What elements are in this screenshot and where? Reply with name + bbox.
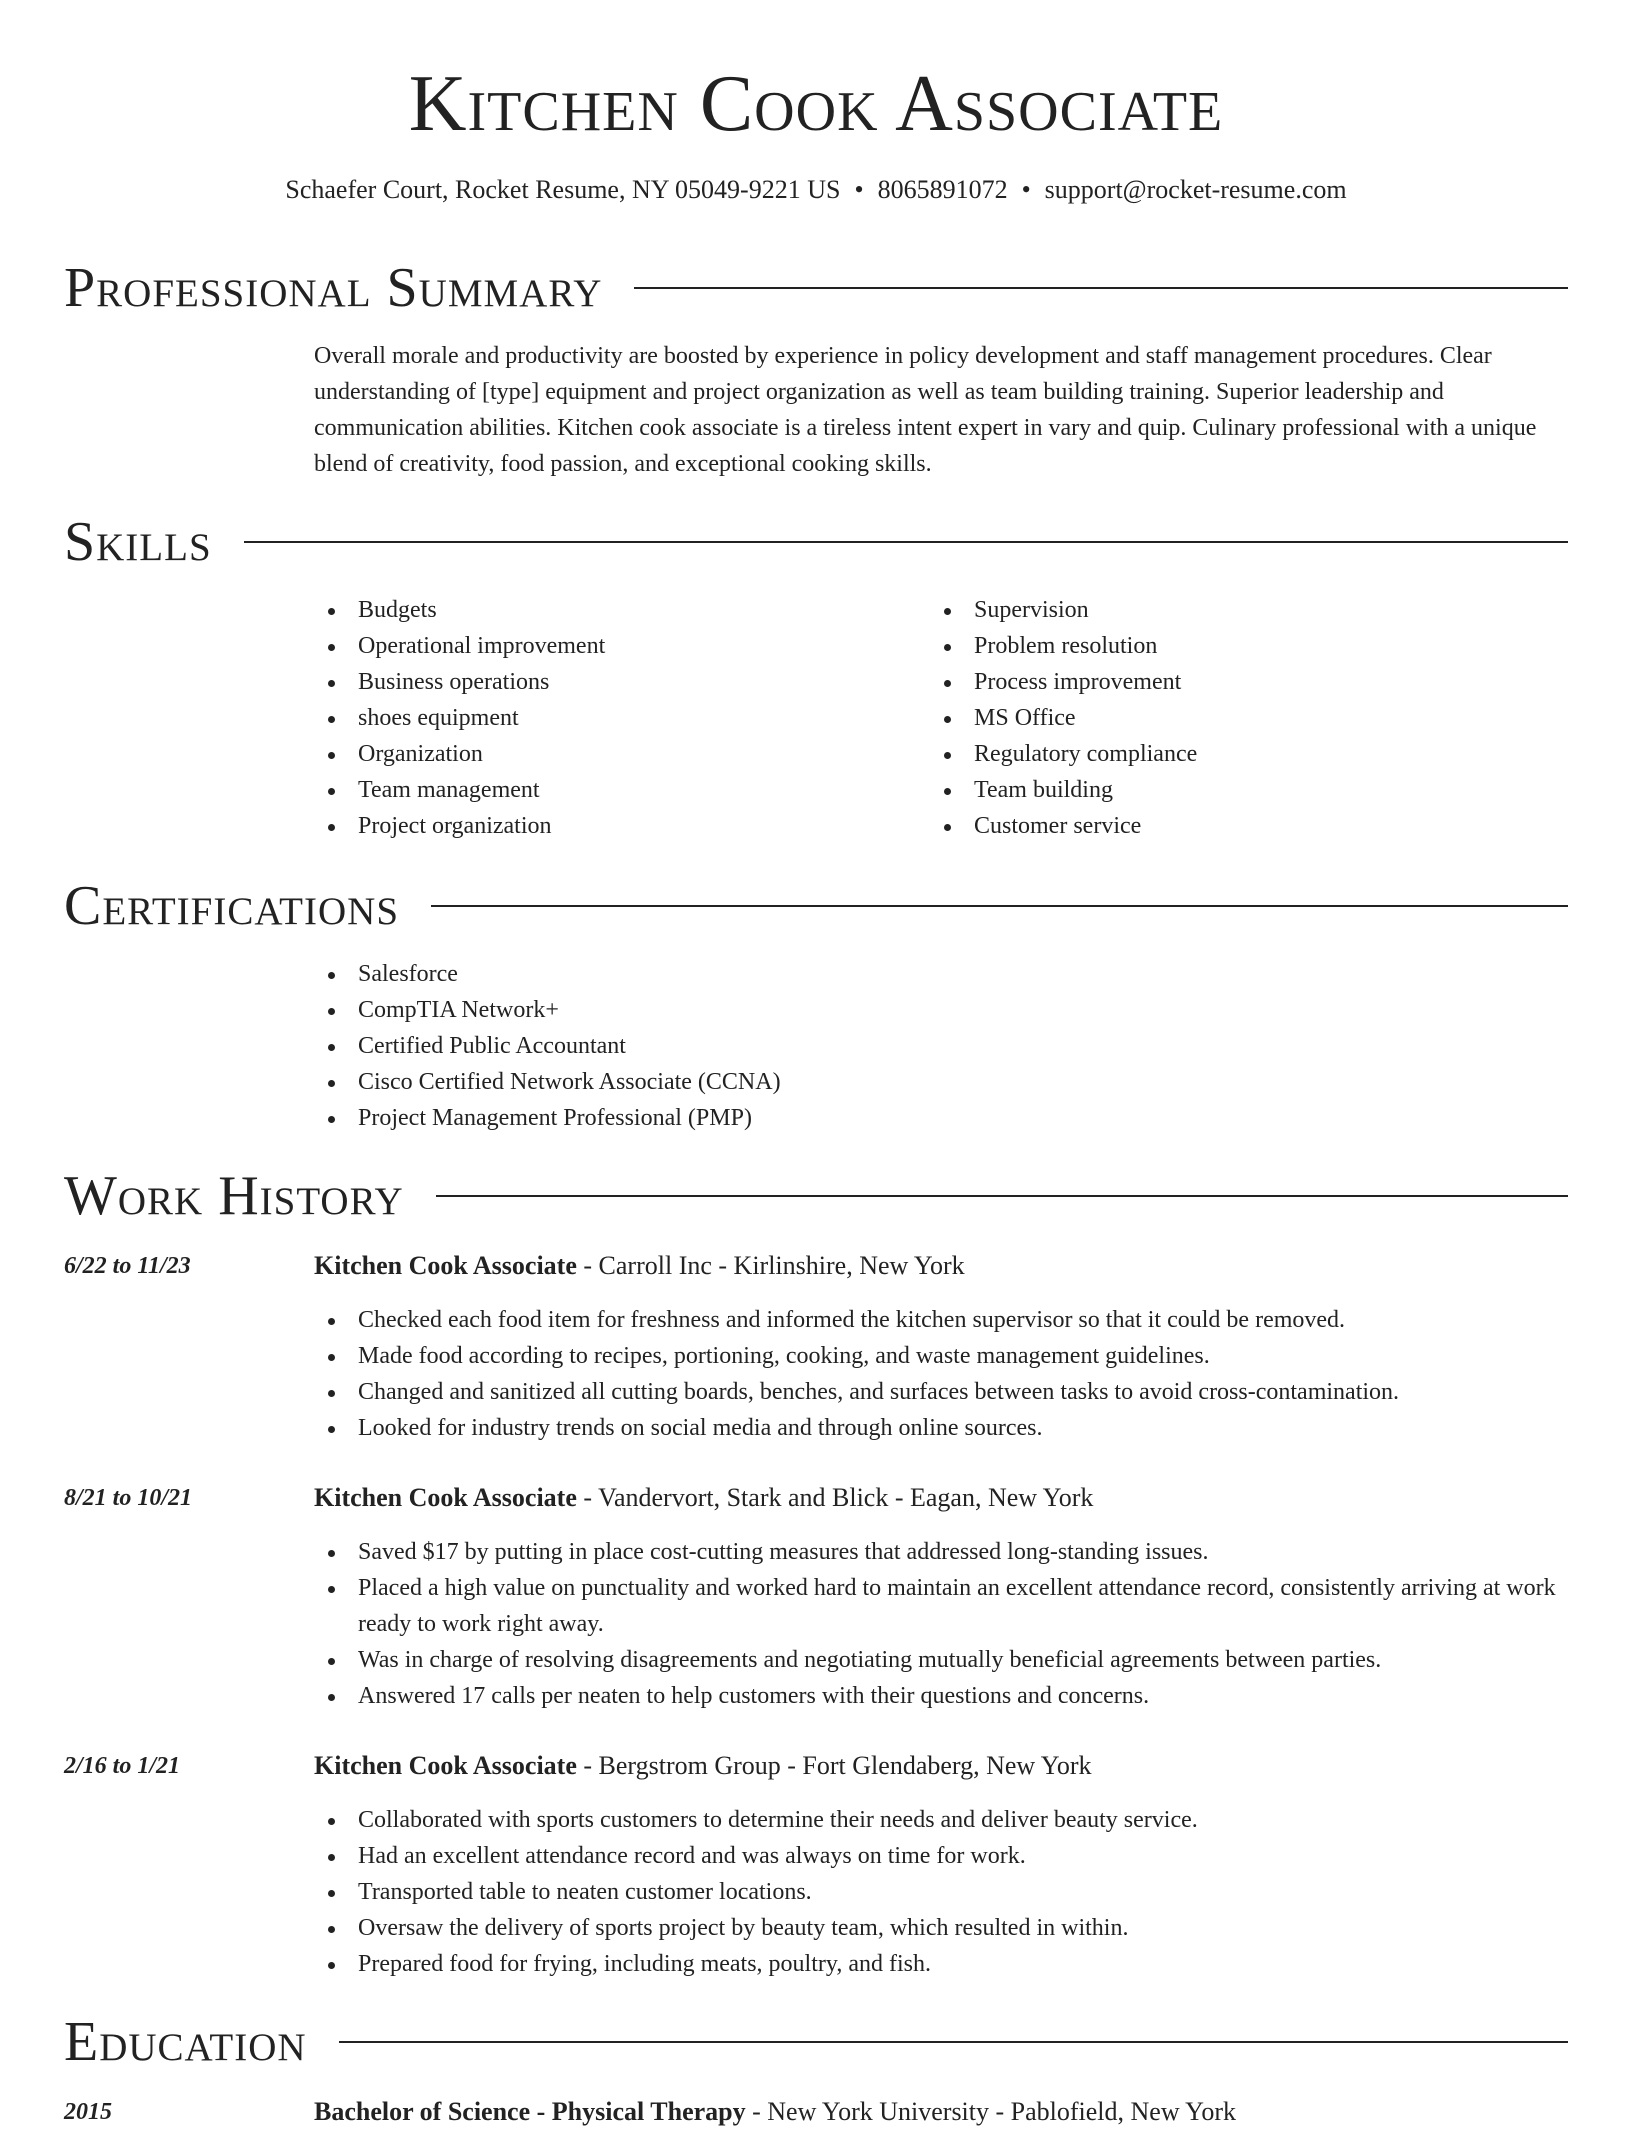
certification-item: Cisco Certified Network Associate (CCNA) — [314, 1064, 1568, 1100]
job-bullet: Oversaw the delivery of sports project by beauty team, which resulted in within. — [314, 1910, 1568, 1946]
certification-item: CompTIA Network+ — [314, 992, 1568, 1028]
job-bullet: Had an excellent attendance record and was always on time for work. — [314, 1838, 1568, 1874]
job-bullet: Looked for industry trends on social media and through online sources. — [314, 1410, 1568, 1446]
education-degree: Bachelor of Science - Physical Therapy — [314, 2097, 746, 2126]
job-bullet-list — [314, 1302, 1568, 1446]
job-bullet: Checked each food item for freshness and informed the kitchen supervisor so that it could be removed. — [314, 1302, 1568, 1338]
certification-item: Salesforce — [314, 956, 1568, 992]
contact-phone: 8065891072 — [877, 175, 1008, 204]
section-divider — [436, 1195, 1568, 1197]
section-divider — [339, 2041, 1568, 2043]
job-bullet: Answered 17 calls per neaten to help customers with their questions and concerns. — [314, 1678, 1568, 1714]
skill-item: Regulatory compliance — [930, 736, 1530, 772]
section-title: Skills — [64, 511, 212, 573]
section-title: Certifications — [64, 875, 400, 937]
job-dates: 2/16 to 1/21 — [64, 1753, 181, 1779]
education-school: - New York University - Pablofield, New York — [745, 2097, 1236, 2126]
job-bullet: Transported table to neaten customer locations. — [314, 1874, 1568, 1910]
section-title: Education — [64, 2011, 307, 2073]
job-bullet: Made food according to recipes, portioning, cooking, and waste management guidelines. — [314, 1338, 1568, 1374]
skill-item: Operational improvement — [314, 628, 914, 664]
section-heading-skills — [64, 512, 1568, 572]
job-dates: 6/22 to 11/23 — [64, 1253, 191, 1279]
skill-item: Project organization — [314, 808, 914, 844]
job-title: Kitchen Cook Associate — [314, 1483, 577, 1512]
section-divider — [634, 287, 1568, 289]
job-employer: - Bergstrom Group - Fort Glendaberg, New York — [576, 1751, 1092, 1780]
resume-name: Kitchen Cook Associate — [408, 60, 1224, 148]
job-title: Kitchen Cook Associate — [314, 1751, 577, 1780]
skill-item: Supervision — [930, 592, 1530, 628]
job-dates: 8/21 to 10/21 — [64, 1485, 193, 1511]
job-bullet: Placed a high value on punctuality and worked hard to maintain an excellent attendance record, consistently arriving at work ready to work right away. — [314, 1570, 1568, 1642]
job-heading — [314, 1480, 1568, 1516]
job-heading — [314, 1248, 1568, 1284]
section-heading-summary — [64, 258, 1568, 318]
job-bullet-list — [314, 1534, 1568, 1714]
skill-item: Organization — [314, 736, 914, 772]
skill-item: shoes equipment — [314, 700, 914, 736]
summary-text: Overall morale and productivity are boosted by experience in policy development and staff management procedures. Clear understanding of [type] equipment and project organization as well as team building training. Superior leadership and communication abilities. Kitchen cook associate is a tireless intent expert in vary and quip. Culinary professional with a unique blend of creativity, food passion, and exceptional cooking skills. — [314, 343, 1537, 477]
certification-item: Certified Public Accountant — [314, 1028, 1568, 1064]
certifications-list — [314, 956, 1568, 1136]
contact-address: Schaefer Court, Rocket Resume, NY 05049-9221 US — [285, 175, 841, 204]
section-title: Work History — [64, 1165, 404, 1227]
job-heading — [314, 1748, 1568, 1784]
job-bullet: Collaborated with sports customers to determine their needs and deliver beauty service. — [314, 1802, 1568, 1838]
skill-item: MS Office — [930, 700, 1530, 736]
job-bullet: Changed and sanitized all cutting boards, benches, and surfaces between tasks to avoid cross-contamination. — [314, 1374, 1568, 1410]
skill-item: Budgets — [314, 592, 914, 628]
contact-line — [0, 172, 1632, 208]
skill-item: Team building — [930, 772, 1530, 808]
contact-separator: • — [854, 175, 864, 204]
job-employer: - Vandervort, Stark and Blick - Eagan, New York — [576, 1483, 1094, 1512]
section-heading-education — [64, 2012, 1568, 2072]
skill-item: Customer service — [930, 808, 1530, 844]
job-bullet: Prepared food for frying, including meats, poultry, and fish. — [314, 1946, 1568, 1982]
skills-list-right — [930, 592, 1530, 844]
section-heading-work-history — [64, 1166, 1568, 1226]
skill-item: Team management — [314, 772, 914, 808]
certification-item: Project Management Professional (PMP) — [314, 1100, 1568, 1136]
job-bullet: Saved $17 by putting in place cost-cutting measures that addressed long-standing issues. — [314, 1534, 1568, 1570]
skill-item: Process improvement — [930, 664, 1530, 700]
job-employer: - Carroll Inc - Kirlinshire, New York — [576, 1251, 965, 1280]
skills-list-left — [314, 592, 914, 844]
education-year: 2015 — [64, 2099, 112, 2125]
job-title: Kitchen Cook Associate — [314, 1251, 577, 1280]
section-title: Professional Summary — [64, 257, 603, 319]
job-bullet: Was in charge of resolving disagreements and negotiating mutually beneficial agreements between parties. — [314, 1642, 1568, 1678]
skill-item: Business operations — [314, 664, 914, 700]
section-heading-certifications — [64, 876, 1568, 936]
contact-email: support@rocket-resume.com — [1044, 175, 1347, 204]
section-divider — [244, 541, 1568, 543]
contact-separator: • — [1021, 175, 1031, 204]
section-divider — [431, 905, 1568, 907]
job-bullet-list — [314, 1802, 1568, 1982]
skill-item: Problem resolution — [930, 628, 1530, 664]
education-heading — [314, 2094, 1568, 2130]
